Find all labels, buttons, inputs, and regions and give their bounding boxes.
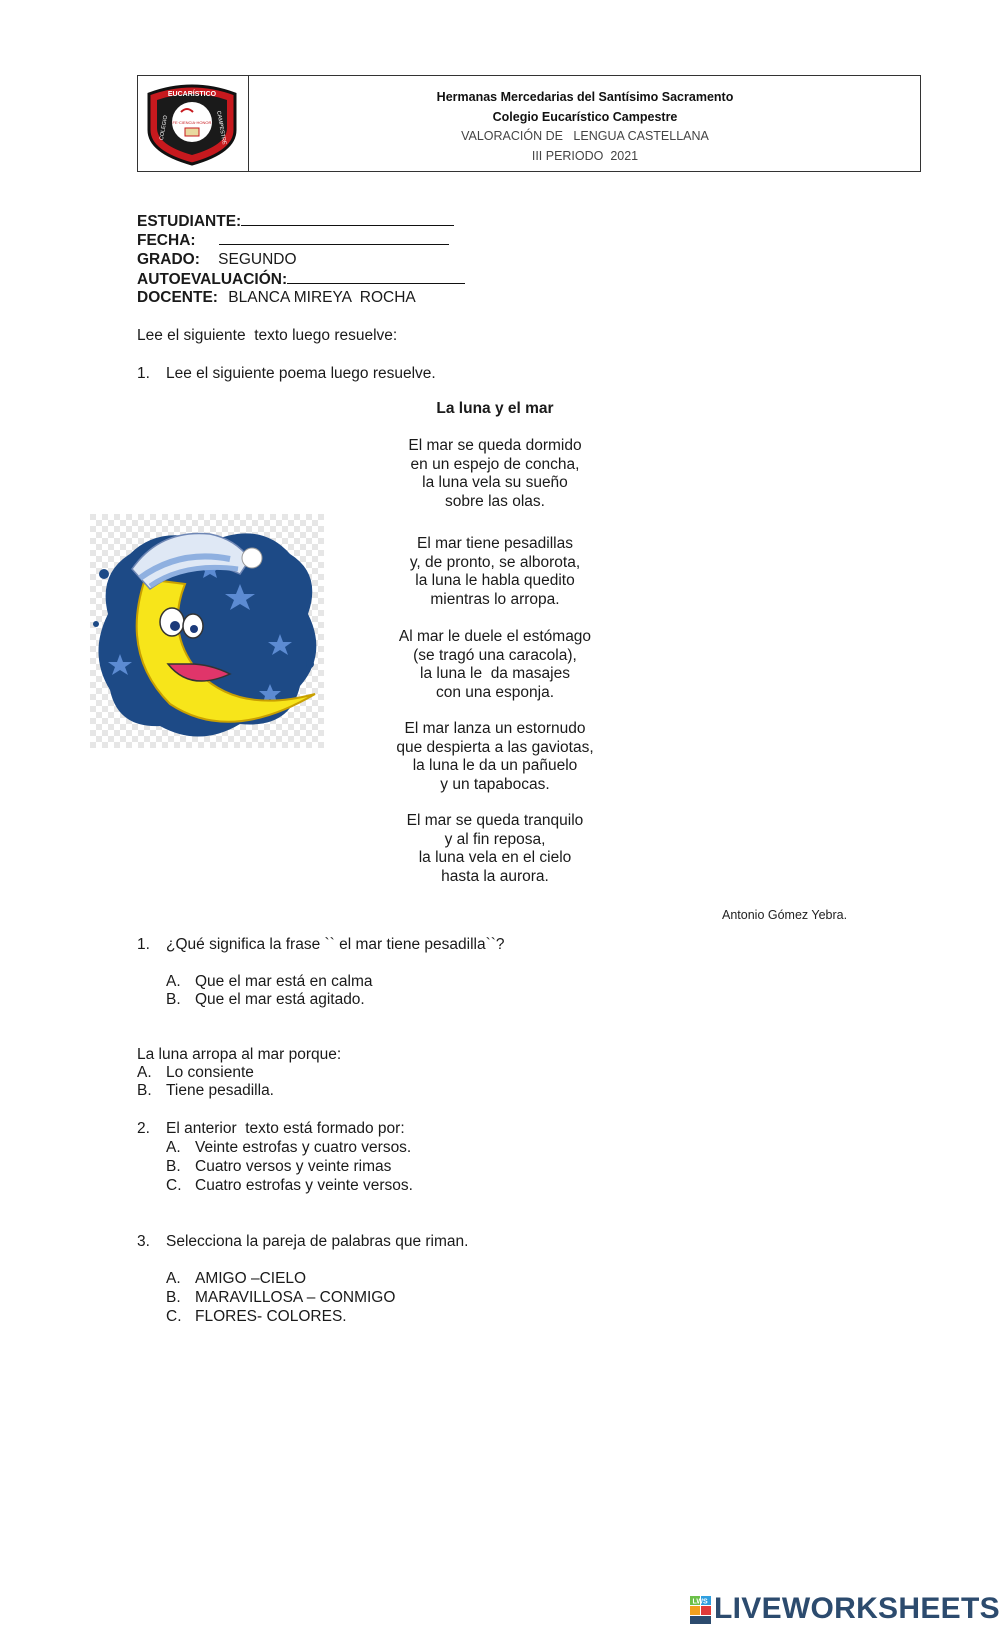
stanza-4-line-2: que despierta a las gaviotas, bbox=[396, 738, 594, 756]
q3-option-c-letter: C. bbox=[166, 1308, 182, 1325]
liveworksheets-brand[interactable]: LIVEWORKSHEETS bbox=[714, 1592, 1000, 1625]
autoevaluacion-row bbox=[137, 269, 465, 290]
q3-option-a-text: AMIGO –CIELO bbox=[195, 1270, 307, 1287]
svg-text:FE·CIENCIA·HONOR: FE·CIENCIA·HONOR bbox=[172, 120, 212, 125]
autoevaluacion-label: AUTOEVALUACIÓN: bbox=[137, 271, 288, 288]
q3-number: 3. bbox=[137, 1233, 150, 1250]
stanza-4-line-4: y un tapabocas. bbox=[440, 775, 550, 793]
fecha-blank[interactable] bbox=[219, 230, 449, 245]
stanza-2-line-2: y, de pronto, se alborota, bbox=[409, 553, 581, 571]
docente-row bbox=[137, 288, 416, 308]
stanza-2-line-3: la luna le habla quedito bbox=[415, 572, 575, 590]
q3-option-c-text: FLORES- COLORES. bbox=[195, 1308, 347, 1325]
fecha-row bbox=[137, 230, 449, 251]
q2-option-b-letter: B. bbox=[166, 1158, 181, 1175]
q2-option-b-text: Cuatro versos y veinte rimas bbox=[195, 1158, 392, 1175]
q2-text: El anterior texto está formado por: bbox=[166, 1120, 405, 1137]
item1-number: 1. bbox=[137, 365, 150, 382]
poem-author: Antonio Gómez Yebra. bbox=[722, 908, 848, 922]
school-seal-logo bbox=[141, 82, 243, 166]
stanza-4-line-3: la luna le da un pañuelo bbox=[412, 757, 578, 775]
stanza-4 bbox=[360, 720, 630, 794]
q1-option-b[interactable] bbox=[166, 990, 365, 1009]
stanza-5-line-3: la luna vela en el cielo bbox=[418, 849, 572, 867]
q1-option-b-text: Que el mar está agitado. bbox=[195, 991, 365, 1008]
fecha-label: FECHA: bbox=[137, 232, 196, 249]
q2-row bbox=[137, 1119, 405, 1138]
q2-option-c-letter: C. bbox=[166, 1177, 182, 1194]
estudiante-row bbox=[137, 211, 454, 232]
q1-option-a[interactable] bbox=[166, 972, 372, 991]
header-line-2: Colegio Eucarístico Campestre bbox=[492, 109, 678, 124]
stanza-3-line-1: Al mar le duele el estómago bbox=[398, 628, 592, 645]
stanza-3 bbox=[360, 628, 630, 702]
q2-option-b[interactable] bbox=[166, 1157, 391, 1176]
estudiante-label: ESTUDIANTE: bbox=[137, 213, 242, 230]
liveworksheets-badge-icon bbox=[690, 1590, 712, 1630]
q3-option-b[interactable] bbox=[166, 1288, 395, 1307]
q-unnumbered-option-b-text: Tiene pesadilla. bbox=[166, 1082, 274, 1099]
q3-option-b-text: MARAVILLOSA – CONMIGO bbox=[195, 1289, 396, 1306]
stanza-2 bbox=[360, 535, 630, 609]
estudiante-blank[interactable] bbox=[241, 211, 454, 226]
stanza-5 bbox=[360, 812, 630, 886]
item1-text: Lee el siguiente poema luego resuelve. bbox=[166, 365, 436, 382]
q1-row bbox=[137, 935, 505, 954]
q1-number: 1. bbox=[137, 936, 150, 953]
q1-text: ¿Qué significa la frase `` el mar tiene pesadilla``? bbox=[166, 936, 505, 953]
q2-option-c[interactable] bbox=[166, 1176, 413, 1195]
q3-option-b-letter: B. bbox=[166, 1289, 181, 1306]
stanza-1-line-3: la luna vela su sueño bbox=[422, 474, 568, 492]
stanza-3-line-3: la luna le da masajes bbox=[420, 665, 570, 683]
svg-text:EUCARÍSTICO: EUCARÍSTICO bbox=[167, 91, 217, 98]
q-unnumbered-option-a[interactable] bbox=[137, 1063, 254, 1082]
stanza-4-line-1: El mar lanza un estornudo bbox=[404, 720, 586, 737]
stanza-5-line-4: hasta la aurora. bbox=[441, 867, 549, 885]
autoevaluacion-blank[interactable] bbox=[287, 269, 465, 284]
stanza-5-line-1: El mar se queda tranquilo bbox=[406, 812, 584, 829]
badge-letter-l: LWS bbox=[692, 1598, 708, 1606]
grado-value: SEGUNDO bbox=[218, 251, 297, 268]
svg-text:COLEGIO: COLEGIO bbox=[158, 114, 170, 141]
q-unnumbered-option-b[interactable] bbox=[137, 1081, 274, 1100]
q1-option-b-letter: B. bbox=[166, 991, 181, 1008]
header-line-1: Hermanas Mercedarias del Santísimo Sacramento bbox=[436, 90, 734, 104]
moon-illustration bbox=[90, 514, 324, 748]
header-line-3: VALORACIÓN DE LENGUA CASTELLANA bbox=[461, 129, 709, 143]
grado-row bbox=[137, 250, 297, 270]
instruction-text: Lee el siguiente texto luego resuelve: bbox=[137, 327, 398, 344]
q2-option-c-text: Cuatro estrofas y veinte versos. bbox=[195, 1177, 413, 1194]
header-line-4: III PERIODO 2021 bbox=[531, 148, 639, 163]
item1-row bbox=[137, 364, 436, 383]
q1-option-a-text: Que el mar está en calma bbox=[195, 973, 373, 990]
q3-option-c[interactable] bbox=[166, 1307, 347, 1326]
stanza-5-line-2: y al fin reposa, bbox=[444, 830, 546, 848]
stanza-2-line-1: El mar tiene pesadillas bbox=[417, 535, 573, 552]
stanza-1-line-1: El mar se queda dormido bbox=[408, 437, 582, 454]
q-unnumbered-option-a-text: Lo consiente bbox=[166, 1064, 254, 1081]
q-unnumbered-option-a-letter: A. bbox=[137, 1064, 152, 1081]
stanza-1-line-4: sobre las olas. bbox=[445, 492, 545, 510]
docente-value: BLANCA MIREYA ROCHA bbox=[228, 289, 416, 306]
svg-text:CAMPESTRE: CAMPESTRE bbox=[215, 110, 227, 146]
q1-option-a-letter: A. bbox=[166, 973, 181, 990]
q3-row bbox=[137, 1232, 468, 1251]
grado-label: GRADO: bbox=[137, 251, 200, 268]
stanza-3-line-4: con una esponja. bbox=[435, 683, 555, 701]
stanza-2-line-4: mientras lo arropa. bbox=[430, 590, 560, 608]
stanza-3-line-2: (se tragó una caracola), bbox=[413, 646, 577, 664]
q2-option-a[interactable] bbox=[166, 1138, 411, 1157]
q3-option-a-letter: A. bbox=[166, 1270, 181, 1287]
q-unnumbered-text: La luna arropa al mar porque: bbox=[137, 1046, 342, 1063]
q3-text: Selecciona la pareja de palabras que riman. bbox=[166, 1233, 469, 1250]
header-box bbox=[137, 75, 921, 172]
q2-option-a-text: Veinte estrofas y cuatro versos. bbox=[195, 1139, 412, 1156]
stanza-1-line-2: en un espejo de concha, bbox=[410, 455, 580, 473]
q3-option-a[interactable] bbox=[166, 1269, 306, 1288]
q2-option-a-letter: A. bbox=[166, 1139, 181, 1156]
stanza-1 bbox=[360, 437, 630, 511]
q2-number: 2. bbox=[137, 1120, 150, 1137]
q-unnumbered-option-b-letter: B. bbox=[137, 1082, 152, 1099]
poem-title: La luna y el mar bbox=[436, 400, 554, 417]
header-text bbox=[249, 88, 921, 166]
docente-label: DOCENTE: bbox=[137, 289, 218, 306]
